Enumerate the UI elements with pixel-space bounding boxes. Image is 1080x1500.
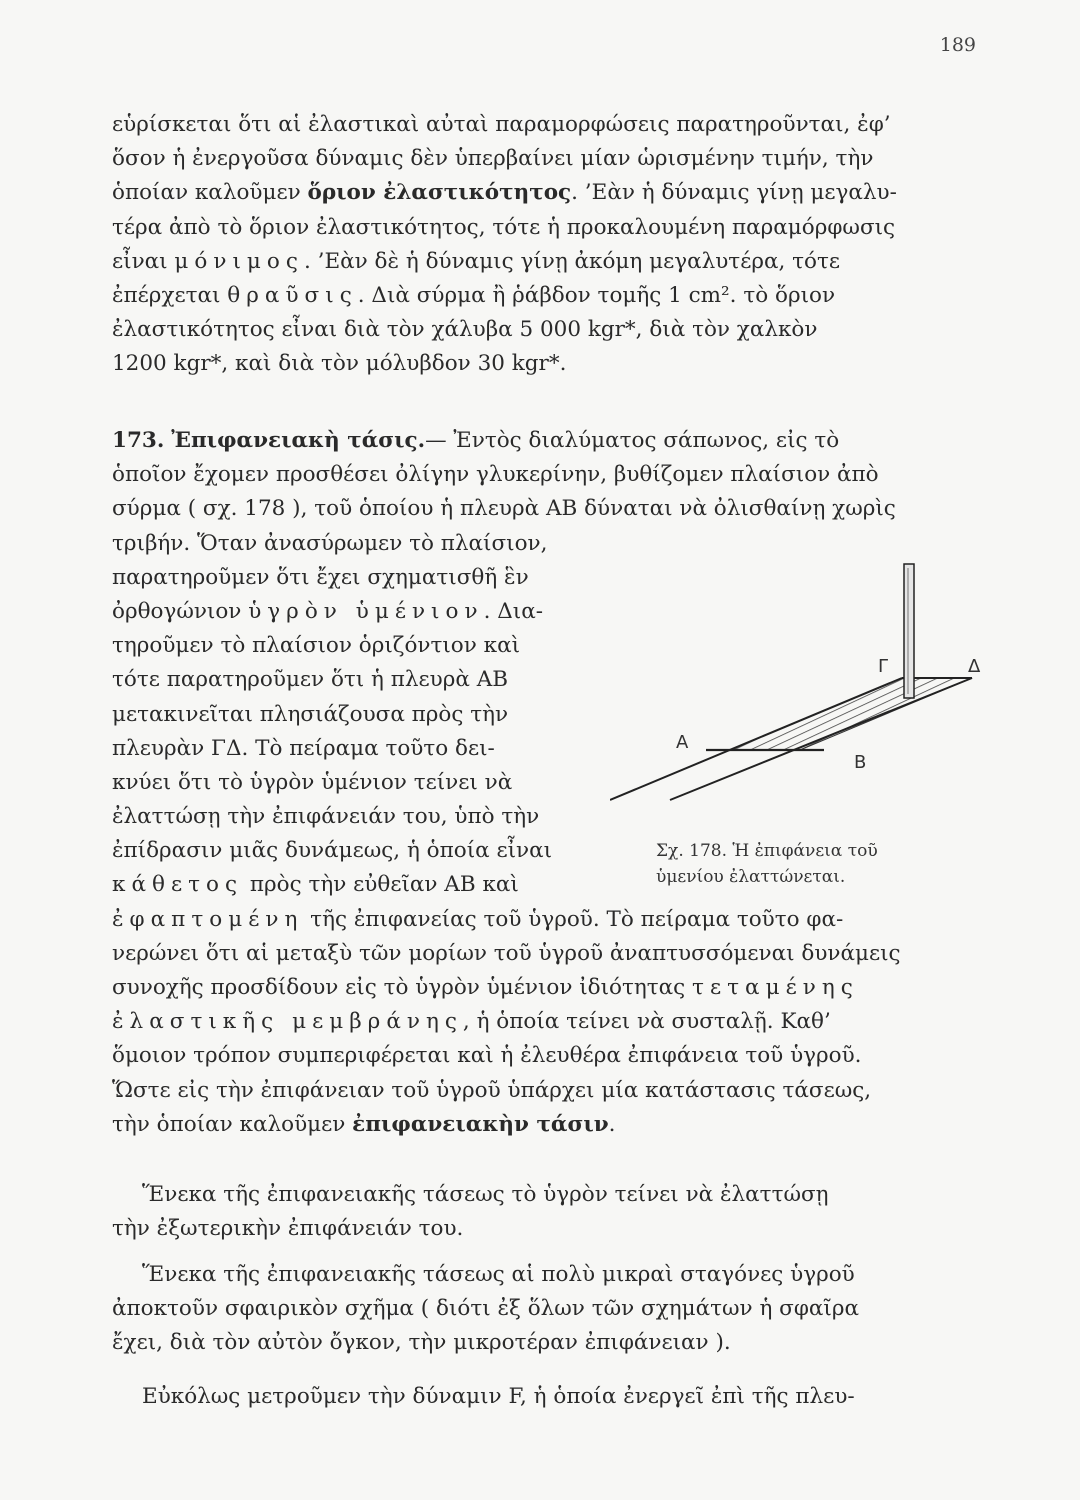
text-line: εἶναι μόνιμος. ’Εὰν δὲ ἡ δύναμις γίνῃ ἀκόμη μεγαλυτέρα, τότε <box>112 248 841 274</box>
handle-rod <box>904 564 914 698</box>
text-line: 1200 kgr*, καὶ διὰ τὸν μόλυβδον 30 kgr*. <box>112 351 567 377</box>
spaced-term: ἐφαπτομένη <box>112 906 304 932</box>
text-line: ἀποκτοῦν σφαιρικὸν σχῆμα ( διότι ἐξ ὅλων τῶν σχημάτων ἡ σφαῖρα <box>112 1296 859 1322</box>
text-line: κνύει ὅτι τὸ ὑγρὸν ὑμένιον τείνει νὰ <box>112 769 513 795</box>
term-elastic-limit: ὅριον ἐλαστικότητος <box>307 180 572 206</box>
text-line: παρατηροῦμεν ὅτι ἔχει σχηματισθῆ ἓν <box>112 564 529 590</box>
paragraph-elastic-limit <box>112 108 980 382</box>
spaced-term: μόνιμος <box>174 248 304 274</box>
text-line: τριβήν. Ὅταν ἀνασύρωμεν τὸ πλαίσιον, <box>112 530 548 556</box>
text-line: συνοχῆς προσδίδουν εἰς τὸ ὑγρὸν ὑμένιον ἰδιότητας τεταμένης <box>112 975 859 1000</box>
label-beta: Β <box>854 752 867 773</box>
text-line: εὑρίσκεται ὅτι αἱ ἐλαστικαὶ αὐταὶ παραμορφώσεις παρατηροῦνται, ἐφ’ <box>112 112 891 137</box>
text-line: ὅμοιον τρόπον συμπεριφέρεται καὶ ἡ ἐλευθέρα ἐπιφάνεια τοῦ ὑγροῦ. <box>112 1043 862 1069</box>
spaced-term: κάθετος <box>112 872 244 898</box>
term-surface-tension: ἐπιφανειακὴν τάσιν <box>352 1111 609 1137</box>
spaced-term: θραῦσις <box>227 282 358 308</box>
label-alpha: Α <box>676 732 689 753</box>
frame-rail-left <box>610 678 902 800</box>
caption-line: ὑμενίου ἐλαττώνεται. <box>656 867 846 887</box>
text-line: Ἕνεκα τῆς ἐπιφανειακῆς τάσεως αἱ πολὺ μικραὶ σταγόνες ὑγροῦ <box>142 1262 855 1287</box>
text-line: ἐπίδρασιν μιᾶς δυνάμεως, ἡ ὁποία εἶναι <box>112 838 553 864</box>
section-title: Ἐπιφανειακὴ τάσις. <box>171 428 426 453</box>
spaced-term: ἐλαστικῆς μεμβράνης <box>112 1009 463 1035</box>
paragraph-reduce-surface <box>112 1178 980 1246</box>
text-line: Ὥστε εἰς τὴν ἐπιφάνειαν τοῦ ὑγροῦ ὑπάρχει μία κατάστασις τάσεως, <box>112 1077 872 1103</box>
text-line: σύρμα ( σχ. 178 ), τοῦ ὁποίου ἡ πλευρὰ ΑΒ δύναται νὰ ὀλισθαίνῃ χωρὶς <box>112 496 896 522</box>
caption-line: Σχ. 178. Ἡ ἐπιφάνεια τοῦ <box>656 841 878 861</box>
text-line: ἐλαστικῆς μεμβράνης, ἡ ὁποία τείνει νὰ συσταλῇ. Καθ’ <box>112 1009 831 1035</box>
figure-caption <box>656 838 878 890</box>
section-heading: 173. Ἐπιφανειακὴ τάσις.— Ἐντὸς διαλύματος σάπωνος, εἰς τὸ <box>112 428 840 453</box>
text-line: τέρα ἀπὸ τὸ ὅριον ἐλαστικότητος, τότε ἡ προκαλουμένη παραμόρφωσις <box>112 214 896 240</box>
text-line: Ἕνεκα τῆς ἐπιφανειακῆς τάσεως τὸ ὑγρὸν τείνει νὰ ἐλαττώσῃ <box>142 1182 829 1207</box>
text-line: τότε παρατηροῦμεν ὅτι ἡ πλευρὰ ΑΒ <box>112 667 509 693</box>
text-line: Εὐκόλως μετροῦμεν τὴν δύναμιν F, ἡ ὁποία ἐνεργεῖ ἐπὶ τῆς πλευ- <box>142 1384 855 1409</box>
label-gamma: Γ <box>878 656 889 677</box>
text-line: ἐπέρχεται θραῦσις. Διὰ σύρμα ἢ ῥάβδον τομῆς 1 cm². τὸ ὅριον <box>112 282 836 308</box>
text-line: ὅσον ἡ ἐνεργοῦσα δύναμις δὲν ὑπερβαίνει μίαν ὡρισμένην τιμήν, τὴν <box>112 146 874 172</box>
frame-rail-right <box>670 678 972 800</box>
text-line: ὁποῖον ἔχομεν προσθέσει ὀλίγην γλυκερίνην, βυθίζομεν πλαίσιον ἀπὸ <box>112 462 879 488</box>
text-line: τὴν ὁποίαν καλοῦμεν ἐπιφανειακὴν τάσιν. <box>112 1111 616 1137</box>
text-line: ἐλαττώσῃ τὴν ἐπιφάνειάν του, ὑπὸ τὴν <box>112 804 540 830</box>
text-line: μετακινεῖται πλησιάζουσα πρὸς τὴν <box>112 701 509 727</box>
text-line: ἐφαπτομένη τῆς ἐπιφανείας τοῦ ὑγροῦ. Τὸ πείραμα τοῦτο φα- <box>112 906 844 932</box>
text-line: κάθετος πρὸς τὴν εὐθεῖαν ΑΒ καὶ <box>112 872 519 898</box>
paragraph-spherical-drops <box>112 1258 980 1361</box>
text-line: ἐλαστικότητος εἶναι διὰ τὸν χάλυβα 5 000 kgr*, διὰ τὸν χαλκὸν <box>112 317 818 343</box>
paragraph-force-measure <box>112 1380 980 1414</box>
text-line: ὀρθογώνιον ὑγρὸν ὑμένιον. Δια- <box>112 598 543 624</box>
text-line: ἔχει, διὰ τὸν αὐτὸν ὄγκον, τὴν μικροτέραν ἐπιφάνειαν ). <box>112 1330 731 1356</box>
text-line: τηροῦμεν τὸ πλαίσιον ὁριζόντιον καὶ <box>112 633 521 659</box>
page-number: 189 <box>939 34 976 56</box>
text-line: τὴν ἐξωτερικὴν ἐπιφάνειάν του. <box>112 1216 464 1242</box>
text-line: ὁποίαν καλοῦμεν ὅριον ἐλαστικότητος. ’Εὰν ἡ δύναμις γίνῃ μεγαλυ- <box>112 180 897 206</box>
spaced-term: ὑγρὸν ὑμένιον <box>248 598 484 624</box>
liquid-film <box>730 678 972 750</box>
figure-178-soap-film-frame <box>610 560 990 820</box>
label-delta: Δ <box>968 656 981 677</box>
spaced-term: τεταμένης <box>692 975 859 1000</box>
section-number: 173. <box>112 428 165 453</box>
text-line: νερώνει ὅτι αἱ μεταξὺ τῶν μορίων τοῦ ὑγροῦ ἀναπτυσσόμεναι δυνάμεις <box>112 940 901 966</box>
text-line: πλευρὰν ΓΔ. Τὸ πείραμα τοῦτο δει- <box>112 735 495 761</box>
